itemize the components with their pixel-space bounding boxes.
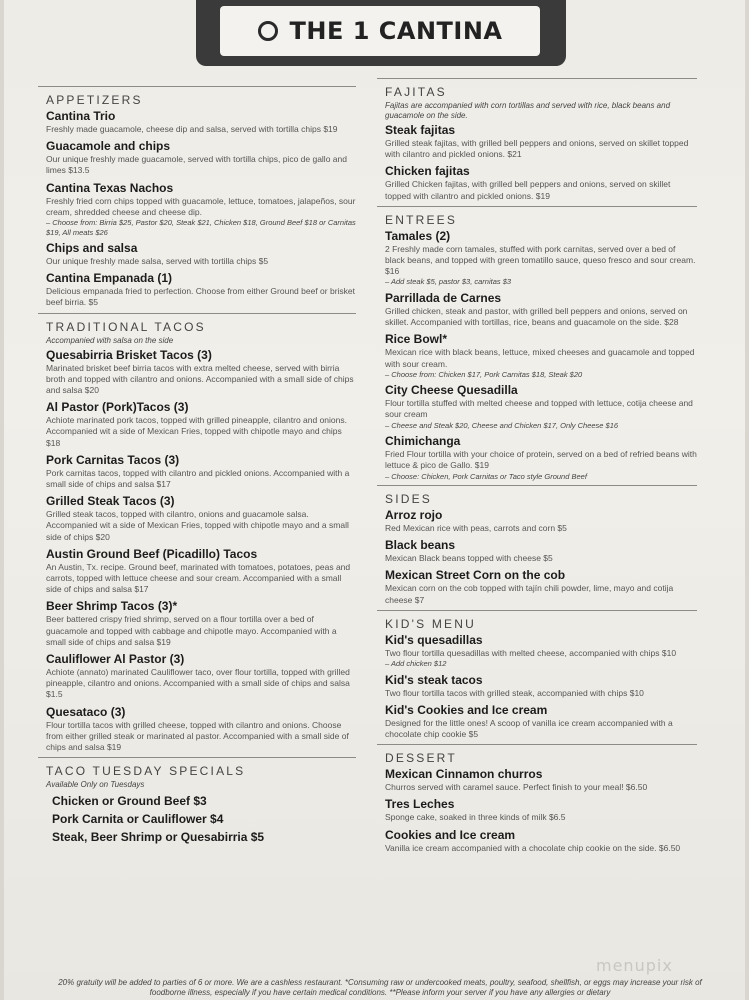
- menu-item: [377, 568, 697, 605]
- tuesday-special: Chicken or Ground Beef $3: [52, 794, 207, 809]
- menu-item-description: Red Mexican rice with peas, carrots and corn $5: [385, 523, 567, 534]
- right-column: [377, 74, 697, 858]
- dessert-list: [377, 767, 697, 854]
- kids-list: [377, 633, 697, 740]
- menu-item: [377, 828, 697, 854]
- divider: [377, 744, 697, 745]
- menu-item-name: Cantina Trio: [46, 109, 116, 123]
- menu-item-options: – Cheese and Steak $20, Cheese and Chicken $17, Only Cheese $16: [385, 420, 619, 430]
- menu-item: [377, 332, 697, 379]
- logo-banner: [220, 6, 540, 56]
- menu-item-description: Two flour tortilla quesadillas with melted cheese, accompanied with chips $10: [385, 647, 677, 658]
- menu-item-description: Mexican corn on the cob topped with tajín chili powder, lime, mayo and cotija cheese $7: [385, 583, 674, 605]
- menu-item: [38, 271, 356, 308]
- menu-item-description: Delicious empanada fried to perfection. Choose from either Ground beef or brisket beef birria. $5: [46, 286, 355, 308]
- menu-item-description: 2 Freshly made corn tamales, stuffed with pork carnitas, served over a bed of black beans, and topped with green tomatillo sauce, queso fresco and sour cream. $16: [385, 243, 696, 277]
- menu-item-description: Flour tortilla tacos with grilled cheese, topped with cilantro and onions. Choose from either grilled steak or marinated al pastor. Accompanied with a small side of chips and salsa $19: [46, 719, 349, 753]
- menu-item-name: City Cheese Quesadilla: [385, 383, 518, 398]
- menu-item: [38, 139, 356, 176]
- menu-item: [377, 383, 697, 430]
- menu-item: [38, 652, 356, 701]
- menu-item-name: Tamales (2): [385, 228, 451, 243]
- menu-item: [377, 508, 697, 534]
- menu-item-description: Freshly fried corn chips topped with guacamole, lettuce, tomatoes, jalapeños, sour cream, shredded cheese and cheese dip.: [46, 195, 356, 217]
- tuesday-special: Pork Carnita or Cauliflower $4: [52, 812, 224, 827]
- section-title-entrees: ENTREES: [385, 212, 458, 227]
- menu-item-description: Mexican Black beans topped with cheese $5: [385, 553, 553, 564]
- section-title-kids: KID'S MENU: [385, 616, 476, 631]
- menu-item: [377, 164, 697, 201]
- divider: [38, 86, 356, 87]
- menu-item-name: Rice Bowl*: [385, 332, 448, 347]
- menu-item-options: – Add chicken $12: [385, 659, 447, 669]
- section-title-tacos: TRADITIONAL TACOS: [46, 319, 206, 334]
- tuesday-special: Steak, Beer Shrimp or Quesabirria $5: [52, 830, 265, 845]
- menu-item-description: Two flour tortilla tacos with grilled steak, accompanied with chips $10: [385, 687, 644, 698]
- menu-item: [38, 453, 356, 490]
- menu-item-description: Marinated brisket beef birria tacos with extra melted cheese, served with birria broth and topped with cilantro and onions. Accompanied with a small side of chips and salsa $20: [46, 362, 354, 396]
- section-title-appetizers: APPETIZERS: [46, 93, 143, 107]
- section-title-tuesday: TACO TUESDAY SPECIALS: [46, 764, 246, 779]
- section-title-fajitas: FAJITAS: [385, 85, 447, 99]
- menu-item-name: Kid's quesadillas: [385, 632, 483, 647]
- section-note-fajitas: Fajitas are accompanied with corn tortillas and served with rice, black beans and guacamole on the side.: [385, 101, 671, 120]
- menu-item: [38, 181, 356, 237]
- menu-item-name: Cantina Texas Nachos: [46, 180, 174, 195]
- divider: [38, 757, 356, 758]
- menu-item-description: Beer battered crispy fried shrimp, served on a flour tortilla over a bed of guacamole and topped with cabbage and chipotle mayo. Accompanied with a small side of chips and salsa $19: [46, 614, 337, 647]
- divider: [377, 485, 697, 486]
- section-note-tacos: Accompanied with salsa on the side: [46, 335, 174, 345]
- menu-item: [377, 673, 697, 699]
- menu-item-name: Beer Shrimp Tacos (3)*: [46, 599, 178, 614]
- menu-item: [377, 229, 697, 287]
- menu-item-name: Kid's steak tacos: [385, 672, 483, 687]
- menu-item-name: Cantina Empanada (1): [46, 271, 173, 286]
- menu-item-name: Kid's Cookies and Ice cream: [385, 702, 548, 717]
- section-note-tuesday: Available Only on Tuesdays: [46, 780, 145, 790]
- menu-item-description: Grilled steak tacos, topped with cilantro, onions and guacamole salsa. Accompanied wit a side of Mexican Fries, topped with chipotle mayo and a small side of chips $20: [46, 509, 349, 542]
- menu-item-description: Freshly made guacamole, cheese dip and salsa, served with tortilla chips $19: [46, 124, 338, 134]
- menu-item-description: Designed for the little ones! A scoop of vanilla ice cream accompanied with a chocolate chip cookie $5: [385, 717, 673, 739]
- menu-item-description: Sponge cake, soaked in three kinds of milk $6.5: [385, 812, 566, 823]
- menu-item-description: Flour tortilla stuffed with melted cheese and topped with lettuce, cotija cheese and sour cream: [385, 398, 693, 420]
- divider: [38, 313, 356, 314]
- menu-item-options: – Choose: Chicken, Pork Carnitas or Taco style Ground Beef: [385, 471, 587, 481]
- menu-item-description: Grilled steak fajitas, with grilled bell peppers and onions, served on skillet topped with cilantro and pickled onions. $21: [385, 138, 689, 160]
- menu-item-name: Tres Leches: [385, 797, 455, 812]
- left-column: [38, 82, 356, 846]
- menu-item-options: – Choose from: Chicken $17, Pork Carnitas $18, Steak $20: [385, 369, 583, 379]
- divider: [377, 206, 697, 207]
- menu-item: [377, 538, 697, 564]
- menu-item-description: Our unique freshly made guacamole, served with tortilla chips, pico de gallo and limes $13.5: [46, 154, 347, 176]
- section-title-dessert: DESSERT: [385, 751, 457, 766]
- menu-item-name: Parrillada de Carnes: [385, 290, 502, 305]
- menu-item: [38, 400, 356, 449]
- menu-item: [38, 705, 356, 754]
- menu-item-options: – Choose from: Birria $25, Pastor $20, Steak $21, Chicken $18, Ground Beef $18 or Carnitas $19, All meats $26: [46, 218, 356, 237]
- menu-item-description: Vanilla ice cream accompanied with a chocolate chip cookie on the side. $6.50: [385, 842, 681, 853]
- menu-item-name: Quesataco (3): [46, 704, 126, 719]
- menu-item-description: Our unique freshly made salsa, served with tortilla chips $5: [46, 256, 269, 267]
- menu-item-name: Steak fajitas: [385, 123, 456, 137]
- menu-item-name: Guacamole and chips: [46, 139, 171, 154]
- menu-item: [377, 123, 697, 160]
- menu-item-description: Mexican rice with black beans, lettuce, mixed cheeses and guacamole and topped with sour cream.: [385, 347, 695, 369]
- menu-item-name: Quesabirria Brisket Tacos (3): [46, 347, 212, 362]
- menu-item-name: Arroz rojo: [385, 508, 443, 523]
- menu-item-name: Chicken fajitas: [385, 164, 470, 179]
- menu-item-description: An Austin, Tx. recipe. Ground beef, marinated with tomatoes, potatoes, peas and carrots, topped with lettuce cheese and sour cream. Accompanied with a small side of chips and salsa $17: [46, 561, 351, 595]
- tacos-list: [38, 348, 356, 754]
- menu-item: [38, 547, 356, 596]
- menu-item-options: – Add steak $5, pastor $3, carnitas $3: [385, 277, 512, 287]
- menu-item-description: Achiote marinated pork tacos, topped with grilled pineapple, cilantro and onions. Accompanied wit a side of Mexican Fries, topped with chipotle mayo and chips $18: [46, 415, 347, 448]
- section-title-sides: SIDES: [385, 492, 433, 507]
- menu-item-description: Fried Flour tortilla with your choice of protein, served on a bed of refried beans with lettuce & pico de Gallo. $19: [385, 449, 697, 471]
- menu-item-name: Al Pastor (Pork)Tacos (3): [46, 400, 189, 415]
- menu-item-name: Grilled Steak Tacos (3): [46, 494, 175, 509]
- menu-item: [38, 241, 356, 267]
- menu-item-name: Pork Carnitas Tacos (3): [46, 452, 180, 467]
- footer-disclaimer: 20% gratuity will be added to parties of 6 or more. We are a cashless restaurant. *Consuming raw or undercooked meats, poultry, seafood, shellfish, or eggs may increase your risk of foodborne illness, especially if you have certain medical conditions. **Please inform your server if you have any allergies or dietary: [58, 978, 702, 997]
- entrees-list: [377, 229, 697, 481]
- clip-ring-icon: [258, 21, 278, 41]
- menu-item: [38, 599, 356, 648]
- menu-item: [377, 767, 697, 793]
- menu-item: [377, 434, 697, 481]
- sides-list: [377, 508, 697, 606]
- menu-item-name: Chimichanga: [385, 434, 461, 449]
- menu-item-description: Grilled Chicken fajitas, with grilled bell peppers and onions, served on skillet topped with cilantro and pickled onions. $19: [385, 179, 671, 201]
- menu-item-description: Achiote (annato) marinated Cauliflower taco, over flour tortilla, topped with grilled pineapple, cilantro and onions. Accompanied with a small side of chips and salsa $1.5: [46, 667, 350, 700]
- menu-item-name: Black beans: [385, 538, 456, 553]
- menu-item: [38, 109, 356, 135]
- menu-item: [38, 494, 356, 543]
- divider: [377, 610, 697, 611]
- restaurant-logo: THE 1 CANTINA: [289, 17, 503, 45]
- divider: [377, 78, 697, 79]
- menu-item-description: Churros served with caramel sauce. Perfect finish to your meal! $6.50: [385, 782, 648, 793]
- menu-item-description: Pork carnitas tacos, topped with cilantro and pickled onions. Accompanied with a small side of chips and salsa $17: [46, 467, 350, 490]
- menu-item: [377, 703, 697, 740]
- menu-item: [377, 797, 697, 823]
- menu-item-name: Mexican Street Corn on the cob: [385, 568, 566, 583]
- menu-item-description: Grilled chicken, steak and pastor, with grilled bell peppers and onions, served on skillet. Accompanied with tortillas, rice, beans and guacamole on the side. $28: [385, 305, 688, 328]
- menu-item-name: Cookies and Ice cream: [385, 827, 516, 842]
- menu-item-name: Mexican Cinnamon churros: [385, 767, 543, 782]
- menu-item-name: Chips and salsa: [46, 241, 138, 256]
- menu-item: [38, 348, 356, 397]
- watermark: menupix: [596, 956, 673, 975]
- tuesday-list: [38, 792, 356, 846]
- menu-item: [377, 633, 697, 669]
- appetizers-list: [38, 109, 356, 309]
- fajitas-list: [377, 123, 697, 202]
- menu-item: [377, 291, 697, 328]
- menu-item-name: Austin Ground Beef (Picadillo) Tacos: [46, 546, 258, 561]
- menu-item-name: Cauliflower Al Pastor (3): [46, 652, 185, 667]
